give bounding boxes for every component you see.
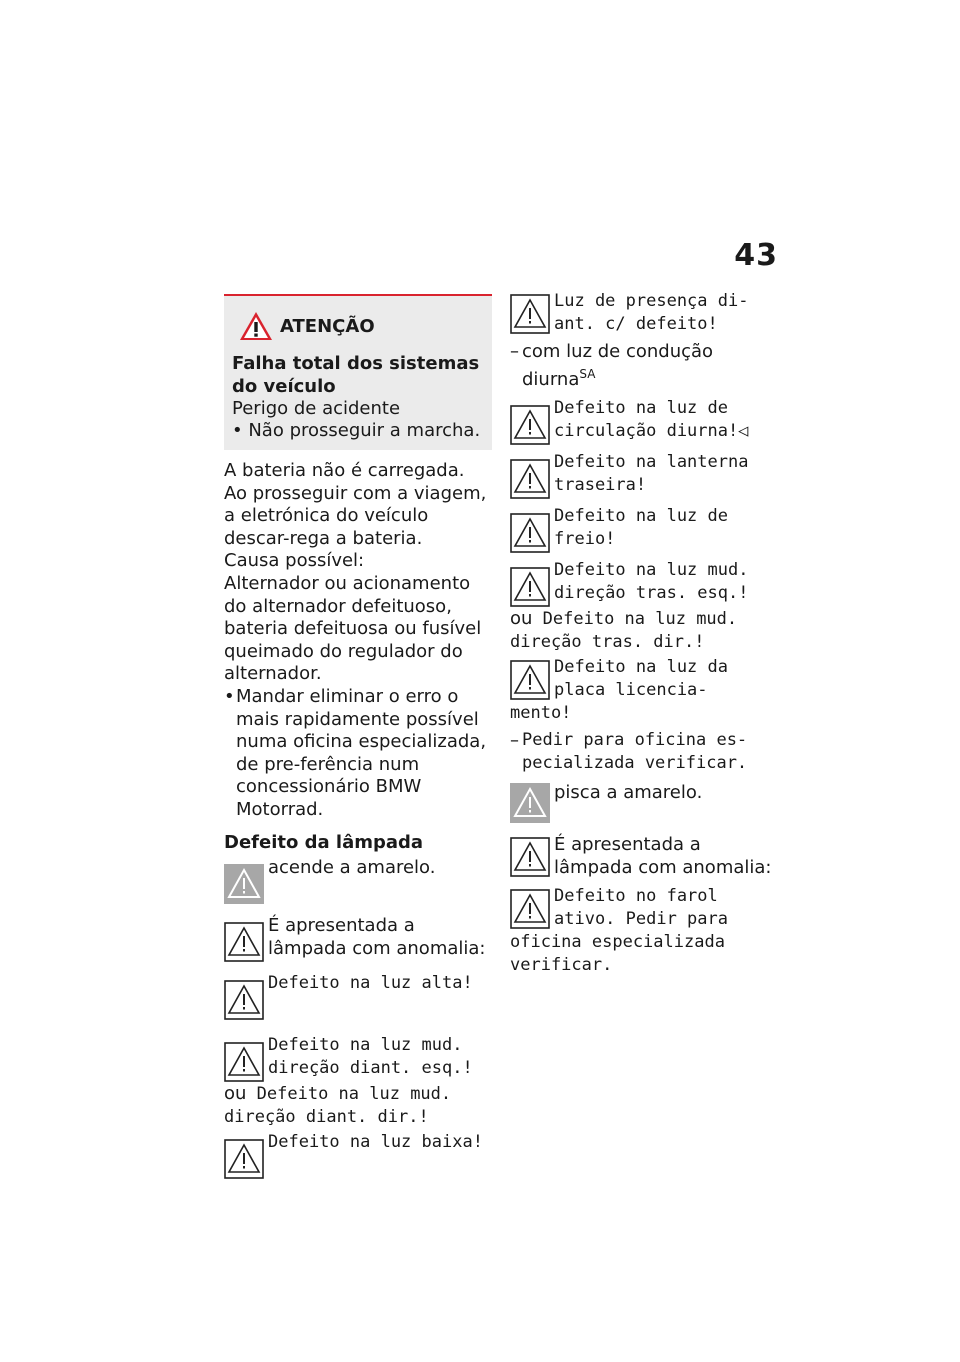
msg-high-beam: Defeito na luz alta!	[268, 972, 473, 993]
msg-rear-left: Defeito na luz mud. direção tras. esq.!	[554, 560, 749, 603]
msg-headlamp-a: Defeito no farol ativo. Pedir para	[554, 886, 728, 929]
drl-condition-label: com luz de condução diurna	[522, 341, 714, 390]
display-warning-icon	[510, 837, 550, 877]
warning-header	[238, 310, 484, 342]
display-warning-icon	[510, 405, 550, 445]
display-warning-icon	[224, 1139, 264, 1179]
display-warning-icon	[510, 660, 550, 700]
yellow-warning-lamp-icon	[510, 783, 550, 823]
display-warning-icon	[510, 889, 550, 929]
right-column	[510, 290, 782, 977]
msg-front-right-a: Defeito na luz mud.	[256, 1083, 452, 1104]
msg-low-beam-row	[224, 1131, 492, 1179]
workshop-instruction-text: Pedir para oficina es-pecializada verificar.	[522, 730, 748, 773]
msg-high-beam-row	[224, 972, 492, 1020]
msg-front-left-row	[224, 1034, 492, 1082]
msg-brake: Defeito na luz de freio!	[554, 506, 728, 549]
msg-front-right	[224, 1082, 492, 1106]
display-warning-icon	[224, 980, 264, 1020]
blink-text: pisca a amarelo.	[554, 782, 703, 803]
msg-headlamp-b: oficina especializada verificar.	[510, 932, 725, 975]
lamp-indicator-text: acende a amarelo.	[268, 856, 436, 878]
msg-brake-row	[510, 505, 782, 553]
lamp-indicator-row	[224, 856, 492, 904]
blink-indicator-row	[510, 781, 782, 823]
lamp-shown-row	[224, 914, 492, 962]
warning-line-1: Perigo de acidente	[232, 398, 401, 419]
msg-headlamp-row	[510, 885, 782, 931]
warning-line-2: • Não prosseguir a marcha.	[232, 420, 481, 441]
msg-rear-right-a: Defeito na luz mud.	[542, 609, 738, 629]
display-warning-icon	[510, 513, 550, 553]
msg-rear-right-b: direção tras. dir.!	[510, 632, 705, 652]
display-warning-icon	[224, 922, 264, 962]
cause-text: Alternador ou acionamento do alternador defeituoso, bateria defeituosa ou fusível queimado do regulador do alternador.	[224, 572, 482, 685]
msg-tail: Defeito na lanterna traseira!	[554, 452, 749, 495]
cause-label: Causa possível:	[224, 550, 365, 572]
warning-box	[224, 294, 492, 450]
msg-presence: Luz de presença di-ant. c/ defeito!	[554, 291, 749, 334]
or-label: ou	[510, 608, 533, 629]
msg-low-beam: Defeito na luz baixa!	[268, 1131, 483, 1152]
headlamp-shown-text: É apresentada a lâmpada com anomalia:	[554, 834, 772, 878]
dash-mark: –	[510, 341, 519, 362]
dash-mark: –	[510, 730, 519, 751]
battery-paragraph: A bateria não é carregada. Ao prosseguir com a viagem, a eletrónica do veículo descar-rega a bateria.	[224, 460, 487, 549]
display-warning-icon	[510, 567, 550, 607]
headlamp-shown-row	[510, 833, 782, 879]
msg-presence-row	[510, 290, 782, 336]
msg-front-left: Defeito na luz mud. direção diant. esq.!	[268, 1034, 473, 1078]
msg-front-right-b: direção diant. dir.!	[224, 1106, 429, 1127]
sa-superscript: SA	[579, 367, 596, 381]
warning-title: ATENÇÃO	[280, 315, 375, 337]
display-warning-icon	[224, 1042, 264, 1082]
yellow-warning-lamp-icon	[224, 864, 264, 904]
msg-tail-row	[510, 451, 782, 499]
warning-triangle-icon	[238, 310, 274, 342]
display-warning-icon	[510, 459, 550, 499]
drl-condition-text	[522, 340, 782, 391]
lamp-shown-text: É apresentada a lâmpada com anomalia:	[268, 914, 486, 959]
left-column	[224, 294, 492, 1179]
display-warning-icon	[510, 294, 550, 334]
lamp-defect-heading: Defeito da lâmpada	[224, 831, 424, 853]
drl-condition	[510, 340, 782, 391]
msg-plate-a: Defeito na luz da placa licencia-	[554, 657, 728, 700]
action-bullet	[224, 686, 492, 822]
msg-rear-right	[510, 607, 782, 631]
msg-drl-row	[510, 397, 782, 445]
msg-drl: Defeito na luz de circulação diurna!◁	[554, 398, 749, 441]
msg-plate-row	[510, 656, 782, 702]
action-bullet-text: Mandar eliminar o erro o mais rapidamente possível numa oficina especializada, de pre-ferência num concessionário BMW Motorrad.	[236, 685, 487, 820]
workshop-instruction	[510, 729, 782, 775]
warning-heading: Falha total dos sistemas do veículo	[232, 353, 480, 397]
msg-plate-b: mento!	[510, 703, 572, 723]
page-number: 43	[734, 238, 778, 273]
bullet-dot: •	[224, 685, 235, 707]
msg-rear-left-row	[510, 559, 782, 607]
or-label: ou	[224, 1082, 247, 1104]
